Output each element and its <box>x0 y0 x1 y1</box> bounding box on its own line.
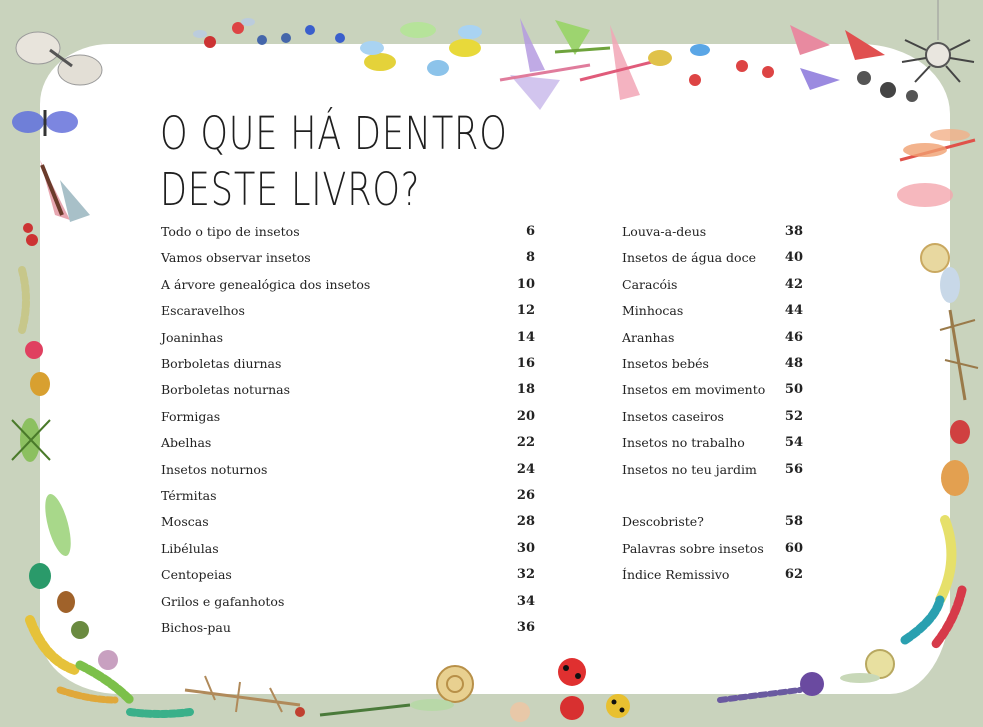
toc-entry-title: Palavras sobre insetos <box>622 540 764 556</box>
toc-entry-title: Bichos-pau <box>161 620 231 635</box>
toc-entry-page-number: 36 <box>516 620 535 635</box>
toc-entry-title: Descobriste? <box>622 514 704 530</box>
toc-entry-page-number: 12 <box>516 303 535 319</box>
beetle-icon <box>12 341 50 462</box>
butterfly-icon <box>12 110 78 136</box>
caterpillar-icon <box>905 520 962 645</box>
beetle-icon <box>941 420 970 496</box>
toc-entry-title: Moscas <box>161 514 209 530</box>
toc-entry-title: Vamos observar insetos <box>161 250 311 266</box>
fly-icon <box>857 71 918 102</box>
toc-entry-page-number: 46 <box>784 329 803 345</box>
toc-entry-title: Insetos de água doce <box>622 250 756 266</box>
toc-entry-page-number: 20 <box>516 408 535 424</box>
toc-entry-title: Centopeias <box>161 567 232 583</box>
butterfly-icon <box>16 32 102 85</box>
toc-entry-title: Libélulas <box>161 540 219 556</box>
toc-entry-page-number: 30 <box>516 540 535 556</box>
toc-entry-title: Caracóis <box>622 276 678 292</box>
fly-icon <box>193 18 345 48</box>
dragonfly-icon <box>897 129 975 207</box>
toc-entry-title: Escaravelhos <box>161 303 245 319</box>
toc-entry-page-number: 8 <box>525 250 535 266</box>
toc-entry-page-number: 34 <box>516 593 535 609</box>
toc-entry-page-number: 28 <box>516 514 535 530</box>
toc-entry-page-number: 58 <box>784 514 803 530</box>
stick-insect-icon <box>185 676 410 717</box>
toc-entry-title: Insetos bebés <box>622 356 709 371</box>
toc-entry-title: Insetos noturnos <box>161 461 268 477</box>
leaf-insect-icon <box>40 492 76 559</box>
toc-entry-title: Insetos caseiros <box>622 408 724 424</box>
toc-entry-title: Joaninhas <box>161 329 224 345</box>
toc-entry-page-number: 42 <box>784 276 803 292</box>
toc-entry-page-number: 16 <box>516 356 535 371</box>
toc-entry-page-number: 40 <box>784 250 803 266</box>
ant-icon <box>720 672 824 700</box>
toc-entry-title: Térmitas <box>161 488 217 503</box>
toc-entry-title: Borboletas diurnas <box>161 356 282 371</box>
toc-entry-page-number: 10 <box>516 276 535 292</box>
snail-icon <box>840 650 894 683</box>
toc-entry-page-number: 26 <box>516 488 535 503</box>
toc-entry-page-number: 60 <box>784 540 803 556</box>
toc-entry-page-number: 6 <box>525 224 535 239</box>
toc-entry-title: Louva-a-deus <box>622 224 707 239</box>
toc-entry-title: Borboletas noturnas <box>161 382 291 398</box>
toc-entry-title: Insetos em movimento <box>622 382 766 398</box>
toc-entry-page-number: 22 <box>516 435 535 451</box>
title-line-1: O QUE HÁ DENTRO <box>160 107 508 160</box>
toc-entry-title: Grilos e gafanhotos <box>161 593 285 609</box>
toc-entry-page-number: 62 <box>784 567 803 583</box>
toc-entry-page-number: 48 <box>784 356 803 371</box>
toc-entry-page-number: 56 <box>784 461 803 477</box>
toc-entry-page-number: 44 <box>784 303 803 319</box>
toc-entry-page-number: 32 <box>516 567 535 583</box>
snail-icon <box>921 244 960 303</box>
dragonfly-icon <box>500 18 885 110</box>
toc-entry-title: Minhocas <box>622 303 684 319</box>
toc-entry-page-number: 52 <box>784 408 803 424</box>
toc-entry-title: Abelhas <box>161 435 212 451</box>
toc-entry-title: Aranhas <box>622 329 675 345</box>
toc-entry-title: Índice Remissivo <box>622 567 730 583</box>
ladybug-icon <box>558 658 630 720</box>
title-line-2: DESTE LIVRO? <box>160 163 421 216</box>
toc-entry-title: Insetos no teu jardim <box>622 461 757 477</box>
page-title <box>160 106 606 218</box>
toc-entry-page-number: 54 <box>784 435 803 451</box>
bee-icon <box>360 22 482 76</box>
toc-entry-title: Formigas <box>161 408 221 424</box>
ant-icon <box>23 223 38 246</box>
toc-entry-title: Insetos no trabalho <box>622 435 745 451</box>
toc-entry-page-number: 50 <box>784 382 803 398</box>
spider-icon <box>902 0 974 82</box>
snail-icon <box>410 666 530 722</box>
toc-entry-page-number: 24 <box>516 461 535 477</box>
toc-entry-title: Todo o tipo de insetos <box>161 224 300 239</box>
stick-insect-icon <box>940 310 978 400</box>
moth-icon <box>40 160 90 222</box>
caterpillar-icon <box>22 270 26 330</box>
toc-entry-title: A árvore genealógica dos insetos <box>161 276 371 292</box>
toc-entry-page-number: 14 <box>516 329 535 345</box>
toc-entry-page-number: 38 <box>784 224 803 239</box>
toc-entry-page-number: 18 <box>516 382 535 398</box>
